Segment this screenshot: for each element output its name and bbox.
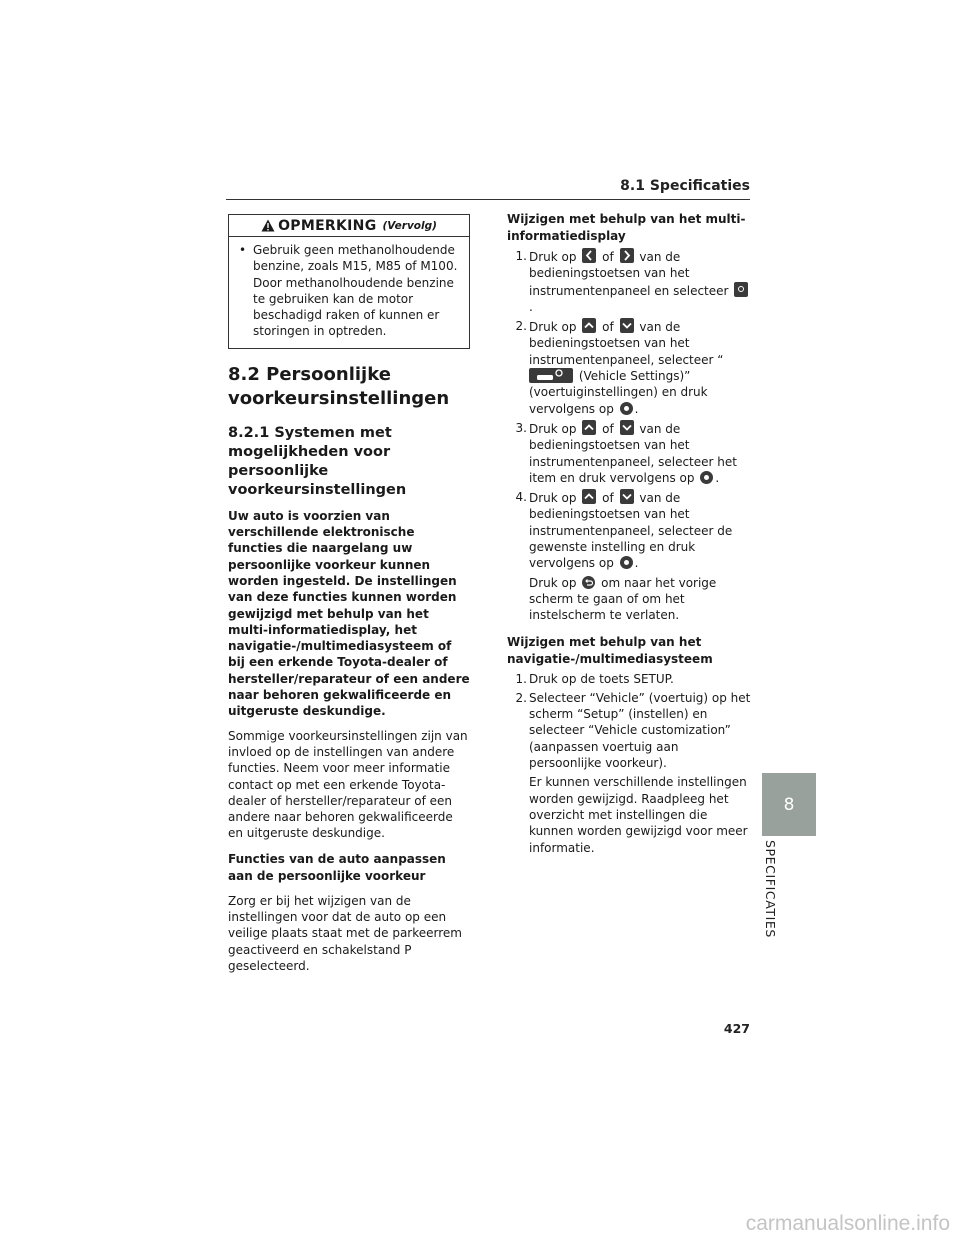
up-arrow-icon bbox=[582, 318, 596, 333]
ok-button-icon bbox=[620, 402, 633, 415]
step-post: van de bedieningstoetsen van het instrumentenpaneel en selecteer bbox=[529, 250, 729, 298]
back-button-icon bbox=[582, 576, 595, 589]
step-post: van de bedieningstoetsen van het instrumentenpaneel, selecteer het item en druk vervolgens op bbox=[529, 421, 737, 485]
step-post: van de bedieningstoetsen van het instrumentenpaneel, selecteer de gewenste instelling en druk vervolgens op bbox=[529, 491, 733, 571]
step-text: Selecteer “Vehicle” (voertuig) op het scherm “Setup” (instellen) en selecteer “Vehicle customization” (aanpassen voertuig aan persoonlijke voorkeur). bbox=[529, 690, 751, 771]
back-pre: Druk op bbox=[529, 575, 577, 590]
mid-heading: Wijzigen met behulp van het multi-informatiedisplay bbox=[507, 212, 746, 243]
note-title: OPMERKING bbox=[278, 217, 377, 234]
step-text: Druk op de toets SETUP. bbox=[529, 671, 674, 686]
step-text bbox=[529, 420, 753, 486]
step-or: of bbox=[602, 421, 614, 436]
mid-step-1 bbox=[507, 248, 753, 315]
left-arrow-icon bbox=[582, 248, 596, 263]
step-or: of bbox=[602, 491, 614, 506]
note-text: Gebruik geen methanolhoudende benzine, zoals M15, M85 of M100. Door methanolhoudende benzine te gebruiken kan de motor beschadigd raken of kunnen er storingen in optreden. bbox=[253, 243, 458, 339]
nav-step-2 bbox=[507, 690, 753, 771]
step-post-2: (voertuiginstellingen) en druk vervolgens op bbox=[529, 385, 708, 416]
functions-paragraph: Zorg er bij het wijzigen van de instellingen voor dat de auto op een veilige plaats staat met de parkeerrem geactiveerd en schakelstand P geselecteerd. bbox=[228, 893, 462, 973]
ok-button-icon bbox=[620, 556, 633, 569]
step-number: 2. bbox=[515, 319, 527, 334]
down-arrow-icon bbox=[620, 489, 634, 504]
back-instruction bbox=[529, 575, 753, 624]
step-post: van de bedieningstoetsen van het instrumentenpaneel, selecteer “ bbox=[529, 320, 724, 367]
page-header: 8.1 Specificaties bbox=[620, 178, 750, 194]
up-arrow-icon bbox=[582, 489, 596, 504]
step-pre: Druk op bbox=[529, 421, 577, 436]
step-end: . bbox=[634, 401, 639, 416]
step-text bbox=[529, 248, 753, 315]
functions-heading: Functies van de auto aanpassen aan de persoonlijke voorkeur bbox=[228, 851, 446, 883]
step-pre: Druk op bbox=[529, 250, 577, 264]
down-arrow-icon bbox=[620, 318, 634, 333]
right-arrow-icon bbox=[620, 248, 634, 263]
warning-icon bbox=[261, 219, 275, 232]
step-text bbox=[529, 489, 753, 571]
settings-icon bbox=[734, 282, 748, 297]
step-number: 1. bbox=[515, 671, 527, 686]
subsection-title: 8.2.1 Systemen met mogelijkheden voor persoonlijke voorkeursinstellingen bbox=[228, 424, 407, 498]
watermark: carmanualsonline.info bbox=[745, 1212, 950, 1235]
down-arrow-icon bbox=[620, 420, 634, 435]
note-subtitle: (Vervolg) bbox=[382, 219, 437, 232]
intro-bold-paragraph: Uw auto is voorzien van verschillende elektronische functies die naargelang uw persoonlijke voorkeur kunnen worden ingesteld. De instellingen van deze functies kunnen worden gewijzigd met behulp van het multi-informatiedisplay, het navigatie-/multimediasysteem of bij een erkende Toyota-dealer of hersteller/reparateur of een andere naar behoren gekwalificeerde en uitgeruste deskundige. bbox=[228, 508, 470, 719]
step-number: 4. bbox=[515, 490, 527, 505]
section-title: 8.2 Persoonlijke voorkeursinstellingen bbox=[228, 363, 450, 409]
note-bullet-item bbox=[239, 242, 459, 340]
header-rule bbox=[226, 199, 750, 200]
ok-button-icon bbox=[700, 471, 713, 484]
step-text bbox=[529, 318, 753, 417]
bullet-mark: • bbox=[239, 243, 247, 257]
nav-step-1 bbox=[507, 671, 753, 687]
step-pre: Druk op bbox=[529, 491, 577, 506]
step-end: . bbox=[634, 556, 639, 571]
note-box bbox=[228, 214, 470, 349]
intro-paragraph: Sommige voorkeursinstellingen zijn van invloed op de instellingen van andere functies. Neem voor meer informatie contact op met een erkende Toyota-dealer of hersteller/reparateur of een andere naar behoren gekwalificeerde en uitgeruste deskundige. bbox=[228, 728, 468, 841]
nav-heading: Wijzigen met behulp van het navigatie-/multimediasysteem bbox=[507, 634, 713, 666]
right-column bbox=[507, 211, 753, 856]
up-arrow-icon bbox=[582, 420, 596, 435]
step-end: . bbox=[529, 299, 533, 314]
chapter-tab: 8 bbox=[762, 773, 816, 836]
step-or: of bbox=[602, 250, 614, 264]
vehicle-settings-icon bbox=[529, 368, 573, 383]
note-header bbox=[229, 215, 469, 237]
mid-step-4 bbox=[507, 489, 753, 571]
step-pre: Druk op bbox=[529, 320, 577, 335]
note-body bbox=[229, 237, 469, 348]
left-column bbox=[228, 214, 470, 974]
page-number: 427 bbox=[723, 1021, 750, 1036]
chapter-label: SPECIFICATIES bbox=[763, 840, 778, 938]
step-or: of bbox=[602, 320, 614, 335]
nav-extra-text: Er kunnen verschillende instellingen worden gewijzigd. Raadpleeg het overzicht met instellingen die kunnen worden gewijzigd voor meer informatie. bbox=[529, 775, 748, 855]
step-vehicle-settings: (Vehicle Settings)” bbox=[578, 369, 691, 384]
step-end: . bbox=[715, 470, 720, 485]
mid-step-2 bbox=[507, 318, 753, 417]
mid-step-3 bbox=[507, 420, 753, 486]
step-number: 3. bbox=[515, 420, 527, 435]
back-post: om naar het vorige scherm te gaan of om het instelscherm te verlaten. bbox=[529, 575, 717, 623]
step-number: 1. bbox=[515, 249, 527, 263]
step-number: 2. bbox=[515, 690, 527, 705]
